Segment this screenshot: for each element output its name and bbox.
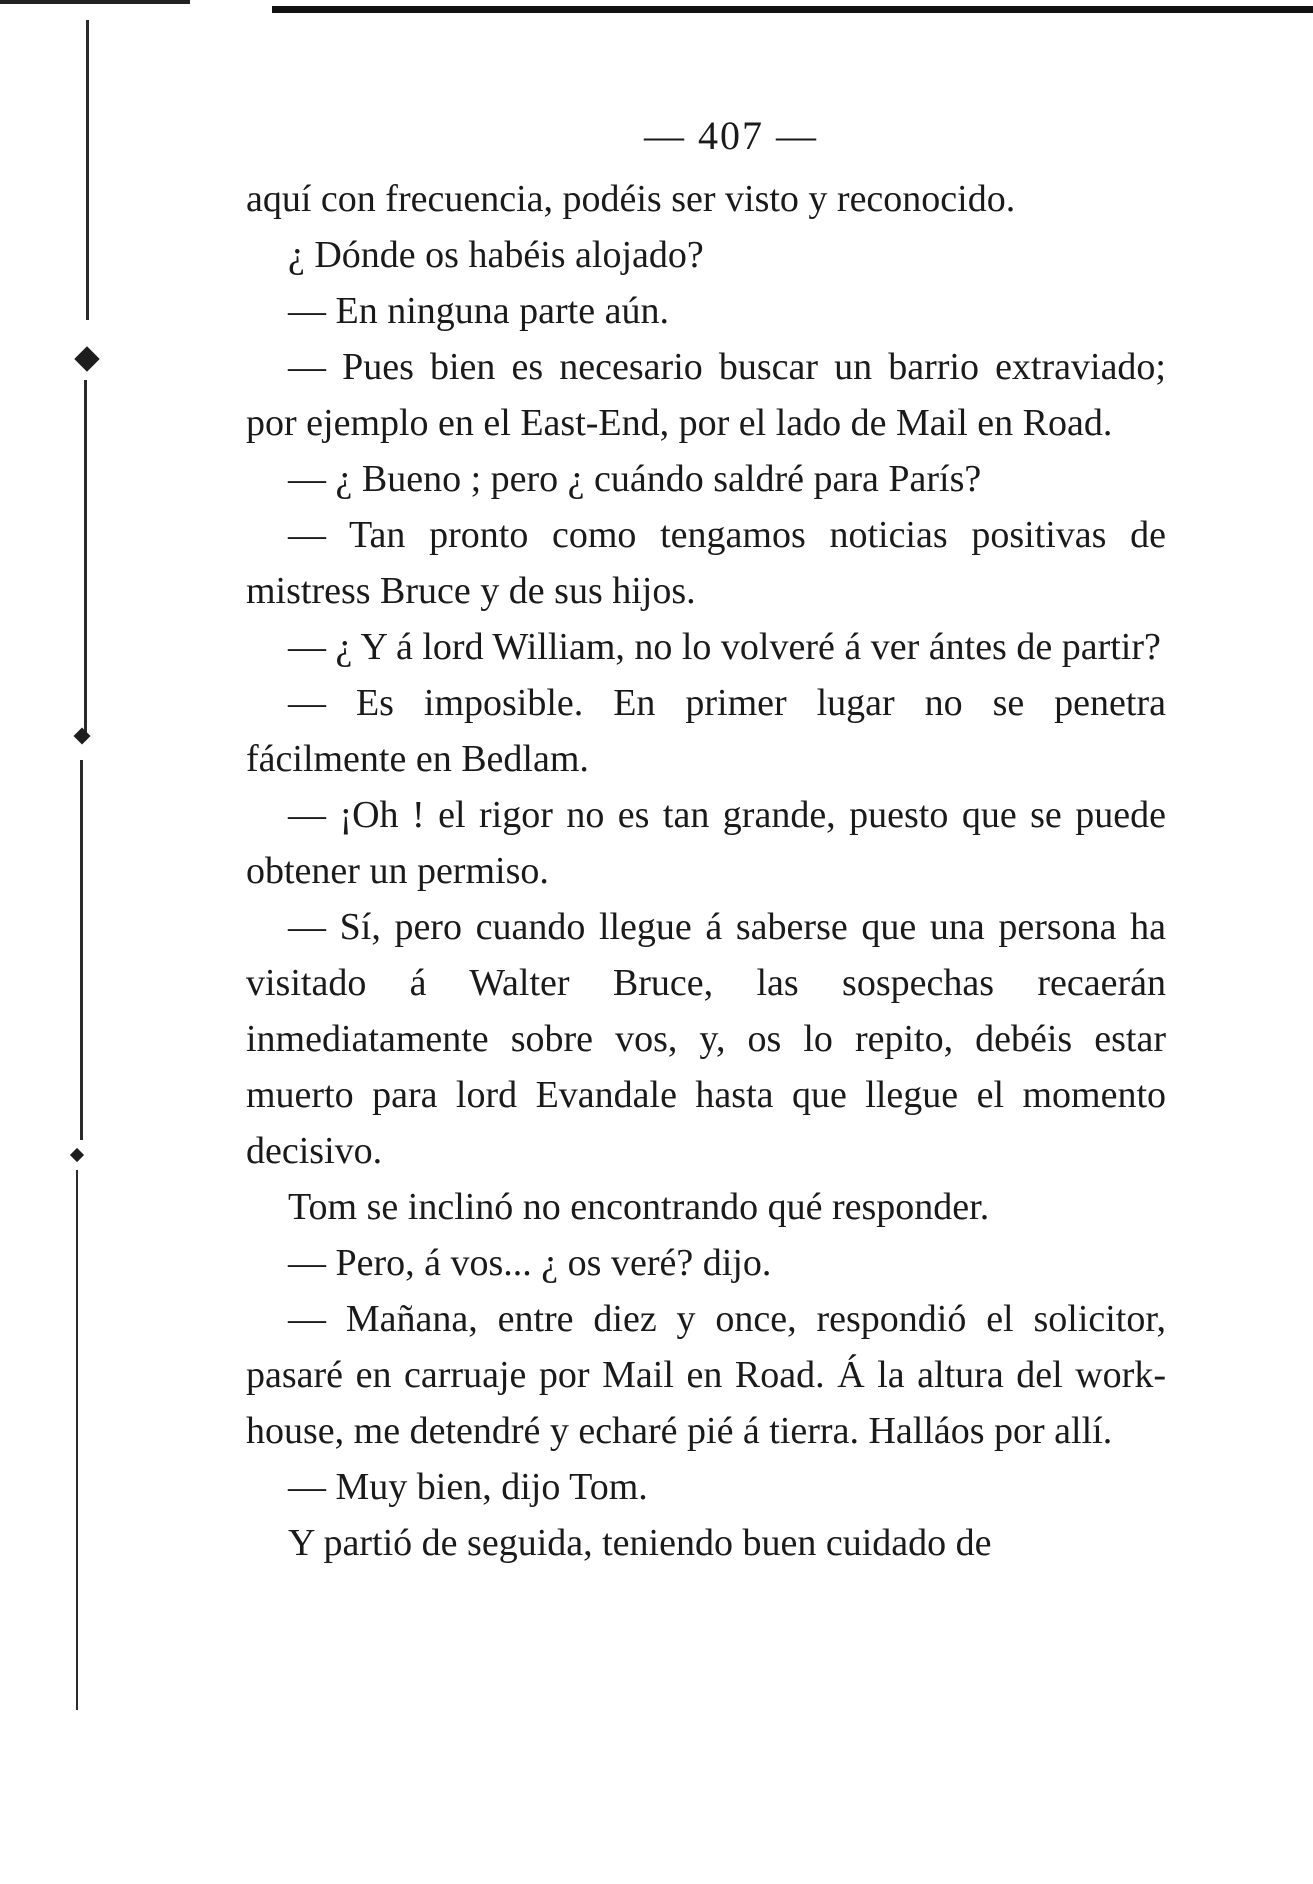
paragraph: ¿ Dónde os habéis alojado? xyxy=(288,234,704,276)
page-number: — 407 — xyxy=(644,113,818,158)
paragraph: — ¿ Bueno ; pero ¿ cuándo saldré para París? xyxy=(288,458,982,500)
top-page-rule xyxy=(272,6,1313,13)
paragraph: — Mañana, entre diez y once, respondió el solicitor, pasaré en carruaje por Mail en Road. Á la altura del work-house, me detendré y echaré pié á tierra. Halláos por allí. xyxy=(246,1298,1166,1452)
book-page xyxy=(246,112,1166,1571)
paragraph: — ¿ Y á lord William, no lo volveré á ver ántes de partir? xyxy=(288,626,1161,668)
gutter-line-bottom xyxy=(76,1170,78,1710)
paragraph: — Pues bien es necesario buscar un barrio extraviado; por ejemplo en el East-End, por el lado de Mail en Road. xyxy=(246,346,1166,444)
gutter-line-middle xyxy=(84,380,87,740)
gutter-ornament-3 xyxy=(70,1148,84,1162)
paragraph: — Pero, á vos... ¿ os veré? dijo. xyxy=(288,1242,772,1284)
gutter-ornament-1 xyxy=(74,346,99,371)
paragraph: — Sí, pero cuando llegue á saberse que una persona ha visitado á Walter Bruce, las sospechas recaerán inmediatamente sobre vos, y, os lo repito, debéis estar muerto para lord Evandale hasta que llegue el momento decisivo. xyxy=(246,906,1166,1172)
binding-gutter xyxy=(0,0,110,1884)
paragraph: — ¡Oh ! el rigor no es tan grande, puesto que se puede obtener un permiso. xyxy=(246,794,1166,892)
paragraph: Y partió de seguida, teniendo buen cuidado de xyxy=(288,1522,992,1564)
paragraph: Tom se inclinó no encontrando qué responder. xyxy=(288,1186,990,1228)
gutter-line-top xyxy=(86,20,89,320)
paragraph: — Es imposible. En primer lugar no se penetra fácilmente en Bedlam. xyxy=(246,682,1166,780)
paragraph: — Muy bien, dijo Tom. xyxy=(288,1466,648,1508)
gutter-line-lower xyxy=(80,760,83,1140)
paragraph: — En ninguna parte aún. xyxy=(288,290,669,332)
paragraph: aquí con frecuencia, podéis ser visto y reconocido. xyxy=(246,178,1016,220)
paragraph: — Tan pronto como tengamos noticias positivas de mistress Bruce y de sus hijos. xyxy=(246,514,1166,612)
page-body xyxy=(246,171,1166,1571)
gutter-ornament-2 xyxy=(74,728,91,745)
